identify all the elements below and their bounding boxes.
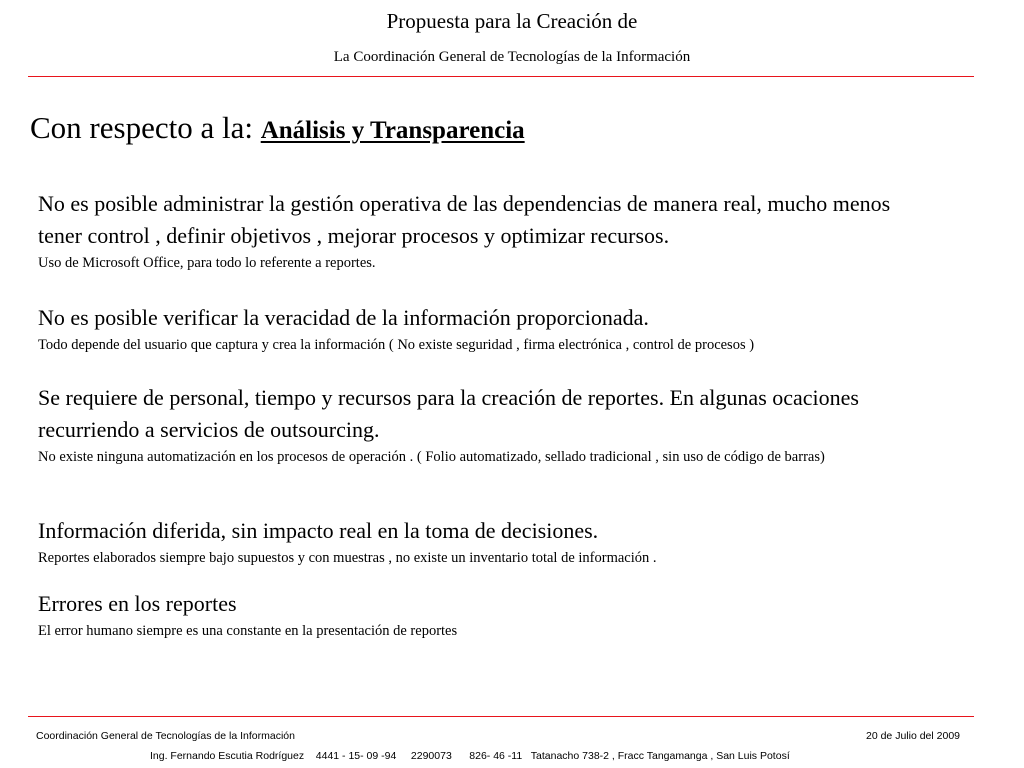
point-main-text: Información diferida, sin impacto real en la toma de decisiones. <box>38 518 599 543</box>
point-item <box>38 515 938 569</box>
slide-title: Propuesta para la Creación de <box>386 9 638 33</box>
footer-date: 20 de Julio del 2009 <box>866 730 960 742</box>
point-main-text: No es posible verificar la veracidad de la información proporcionada. <box>38 305 649 330</box>
point-item <box>38 382 938 468</box>
point-item <box>38 302 938 356</box>
footer-contact-info: Ing. Fernando Escutia Rodríguez 4441 - 15- 09 -94 2290073 826- 46 -11 Tatanacho 738-2 , Fracc Tangamanga , San Luis Potosí <box>150 750 790 762</box>
section-heading-topic: Análisis y Transparencia <box>260 117 525 144</box>
point-detail-text: No existe ninguna automatización en los procesos de operación . ( Folio automatizado, sellado tradicional , sin uso de código de barras) <box>38 449 825 465</box>
header-divider <box>28 76 974 77</box>
section-heading-prefix: Con respecto a la: <box>30 110 261 145</box>
point-detail-text: Todo depende del usuario que captura y crea la información ( No existe seguridad , firma electrónica , control de procesos ) <box>38 337 755 353</box>
point-detail-text: Uso de Microsoft Office, para todo lo referente a reportes. <box>38 255 376 271</box>
point-item <box>38 588 938 642</box>
section-heading <box>30 108 525 151</box>
footer-organization: Coordinación General de Tecnologías de la Información <box>36 730 295 742</box>
point-detail-text: Reportes elaborados siempre bajo supuestos y con muestras , no existe un inventario total de información . <box>38 550 657 566</box>
point-item <box>38 188 938 274</box>
point-detail-text: El error humano siempre es una constante en la presentación de reportes <box>38 623 458 639</box>
footer-divider <box>28 716 974 717</box>
point-main-text: Errores en los reportes <box>38 591 237 616</box>
point-main-text: No es posible administrar la gestión operativa de las dependencias de manera real, mucho menos tener control , definir objetivos , mejorar procesos y optimizar recursos. <box>38 191 891 248</box>
slide-subtitle: La Coordinación General de Tecnologías de la Información <box>333 49 691 65</box>
point-main-text: Se requiere de personal, tiempo y recursos para la creación de reportes. En algunas ocaciones recurriendo a servicios de outsourcing. <box>38 385 859 442</box>
